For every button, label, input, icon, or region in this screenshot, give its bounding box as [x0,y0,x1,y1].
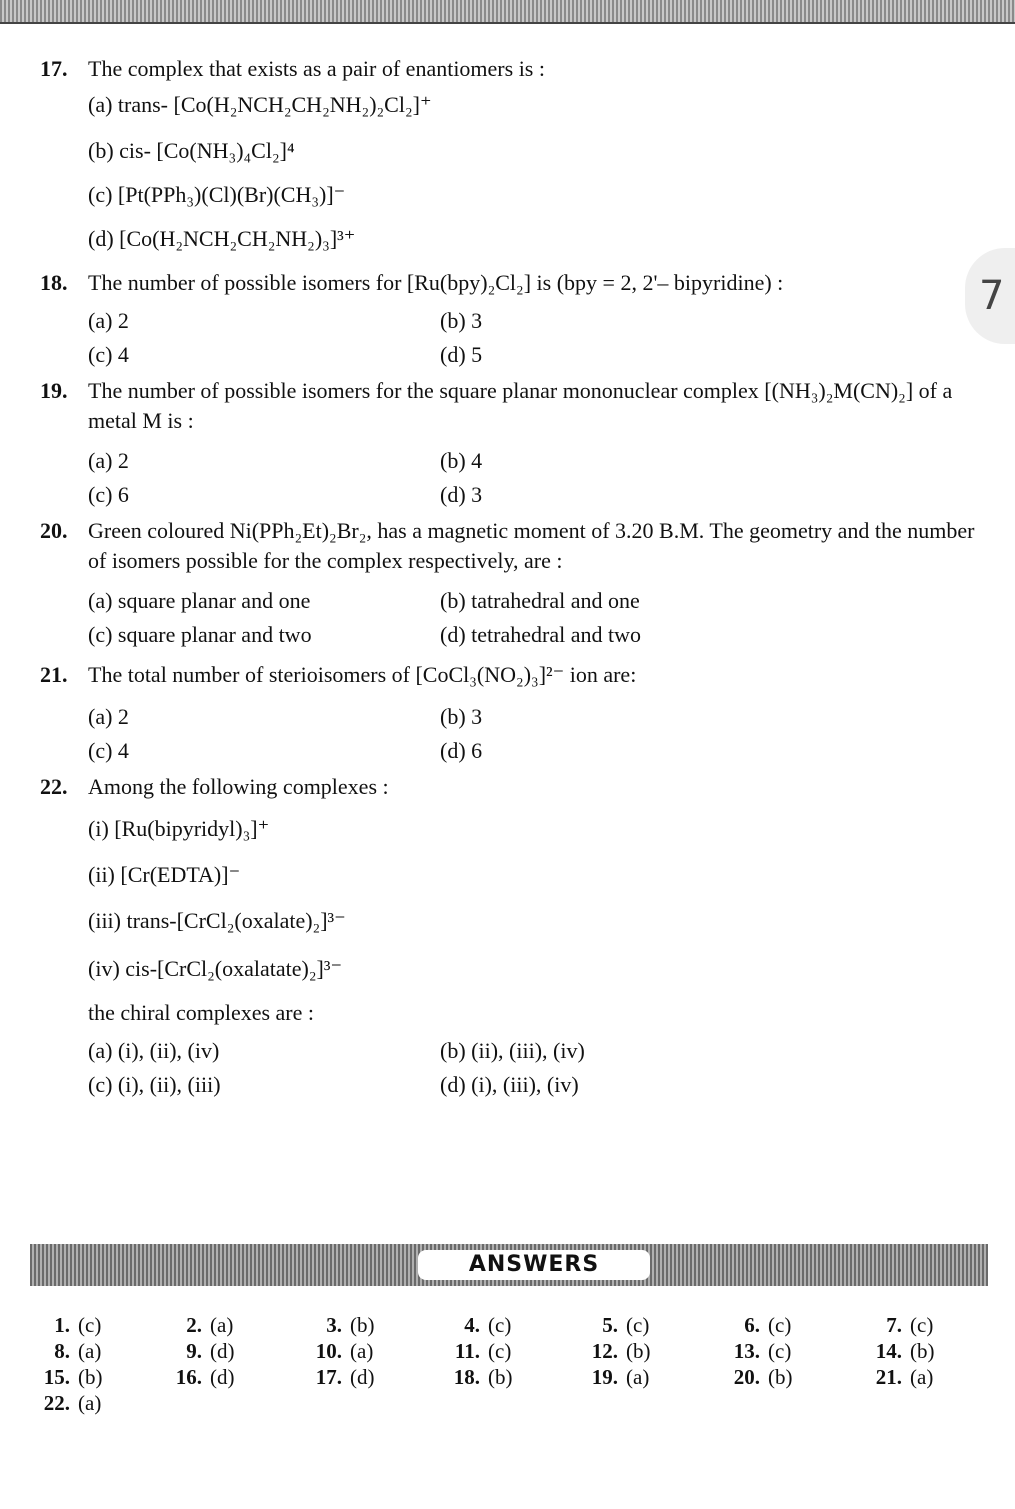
answer-value: (a) [910,1365,934,1389]
answer-value: (c) [626,1313,650,1337]
answer-number: 12. [591,1339,618,1363]
question-number: 20. [40,518,68,543]
answer-number: 14. [875,1339,902,1363]
answer-value: (a) [78,1339,102,1363]
answer-item [578,1364,649,1390]
option-b: (b) 4 [440,448,483,473]
answer-number: 9. [186,1339,202,1363]
question-number: 22. [40,774,68,799]
option-b: (b) 3 [440,308,483,333]
answer-value: (a) [210,1313,234,1337]
question-number: 19. [40,378,68,403]
answer-number: 15. [43,1365,70,1389]
complex-item-ii: (ii) [Cr(EDTA)]⁻ [88,862,241,887]
page-tab: 7 [965,248,1015,344]
answer-number: 7. [886,1313,902,1337]
answer-item [30,1364,103,1390]
answer-value: (a) [626,1365,650,1389]
answer-value: (d) [210,1339,235,1363]
option-a: (a) (i), (ii), (iv) [88,1038,220,1063]
option-a: (a) trans- [Co(H₂NCH₂CH₂NH₂)₂Cl₂]⁺ [88,92,432,117]
question-22 [40,772,990,802]
question-text: The number of possible isomers for [Ru(bpy)₂Cl₂] is (bpy = 2, 2'– bipyridine) : [88,270,784,295]
option-d: (d) [Co(H₂NCH₂CH₂NH₂)₃]³⁺ [88,226,356,251]
option-b: (b) 3 [440,704,483,729]
answer-number: 19. [591,1365,618,1389]
answer-item [162,1338,235,1364]
answer-number: 16. [175,1365,202,1389]
answer-number: 11. [454,1339,480,1363]
answer-item [30,1338,101,1364]
answer-value: (c) [488,1339,512,1363]
answer-item [862,1364,933,1390]
answer-item [440,1364,513,1390]
option-c: (c) square planar and two [88,622,312,647]
option-c: (c) [Pt(PPh₃)(Cl)(Br)(CH₃)]⁻ [88,182,346,207]
option-c: (c) 4 [88,738,129,763]
option-a: (a) 2 [88,308,129,333]
answer-value: (b) [626,1339,651,1363]
answers-title: ANSWERS [418,1250,650,1280]
answer-value: (c) [488,1313,512,1337]
answer-value: (b) [910,1339,935,1363]
answer-item [302,1364,375,1390]
complex-item-iii: (iii) trans-[CrCl₂(oxalate)₂]³⁻ [88,908,346,933]
answer-value: (b) [488,1365,513,1389]
question-text: The number of possible isomers for the square planar mononuclear complex [(NH₃)₂M(CN)₂] of a metal M is : [88,378,953,433]
answer-item [302,1312,375,1338]
question-text: The complex that exists as a pair of enantiomers is : [88,56,545,81]
answer-value: (c) [768,1339,792,1363]
answer-item [862,1338,935,1364]
question-18 [40,268,990,298]
answer-value: (d) [210,1365,235,1389]
question-text: The total number of sterioisomers of [CoCl₃(NO₂)₃]²⁻ ion are: [88,662,637,687]
question-number: 18. [40,270,68,295]
answer-number: 20. [733,1365,760,1389]
option-d: (d) 3 [440,482,483,507]
answers-banner [30,1244,988,1286]
answer-value: (c) [768,1313,792,1337]
answer-number: 4. [464,1313,480,1337]
answer-value: (b) [768,1365,793,1389]
complex-item-i: (i) [Ru(bipyridyl)₃]⁺ [88,816,270,841]
answer-item [720,1338,791,1364]
answer-number: 6. [744,1313,760,1337]
question-17 [40,54,990,84]
option-d: (d) (i), (iii), (iv) [440,1072,579,1097]
option-a: (a) square planar and one [88,588,311,613]
header-band [0,0,1015,24]
question-text: Among the following complexes : [88,774,389,799]
answer-number: 17. [315,1365,342,1389]
answer-item [162,1364,235,1390]
answer-value: (b) [78,1365,103,1389]
answer-number: 5. [602,1313,618,1337]
question-number: 21. [40,662,68,687]
answer-number: 18. [453,1365,480,1389]
answer-number: 3. [326,1313,342,1337]
question-21 [40,660,990,690]
option-d: (d) tetrahedral and two [440,622,641,647]
answer-number: 10. [315,1339,342,1363]
option-d: (d) 5 [440,342,483,367]
answer-item [440,1312,511,1338]
option-c: (c) 6 [88,482,129,507]
answer-item [30,1390,101,1416]
option-b: (b) (ii), (iii), (iv) [440,1038,585,1063]
answer-item [720,1312,791,1338]
answer-number: 22. [43,1391,70,1415]
question-number: 17. [40,56,68,81]
answer-item [440,1338,511,1364]
answer-number: 21. [875,1365,902,1389]
option-b: (b) cis- [Co(NH₃)₄Cl₂]⁴ [88,138,295,163]
option-b: (b) tatrahedral and one [440,588,640,613]
question-20 [40,516,990,576]
answer-item [578,1338,651,1364]
complex-item-iv: (iv) cis-[CrCl₂(oxalatate)₂]³⁻ [88,956,343,981]
option-c: (c) (i), (ii), (iii) [88,1072,221,1097]
answer-value: (c) [910,1313,934,1337]
answer-value: (a) [78,1391,102,1415]
question-19 [40,376,990,436]
answer-value: (b) [350,1313,375,1337]
answer-item [162,1312,233,1338]
question-tail: the chiral complexes are : [88,1000,315,1025]
answer-number: 1. [54,1313,70,1337]
option-c: (c) 4 [88,342,129,367]
question-text: Green coloured Ni(PPh₂Et)₂Br₂, has a magnetic moment of 3.20 B.M. The geometry and the number of isomers possible for the complex respectively, are : [88,518,975,573]
answer-number: 2. [186,1313,202,1337]
answer-item [302,1338,373,1364]
answer-item [862,1312,933,1338]
answer-item [578,1312,649,1338]
answer-item [720,1364,793,1390]
answer-number: 8. [54,1339,70,1363]
option-a: (a) 2 [88,448,129,473]
answer-value: (a) [350,1339,374,1363]
option-a: (a) 2 [88,704,129,729]
answer-number: 13. [733,1339,760,1363]
option-d: (d) 6 [440,738,483,763]
answer-value: (c) [78,1313,102,1337]
answer-item [30,1312,101,1338]
answer-value: (d) [350,1365,375,1389]
